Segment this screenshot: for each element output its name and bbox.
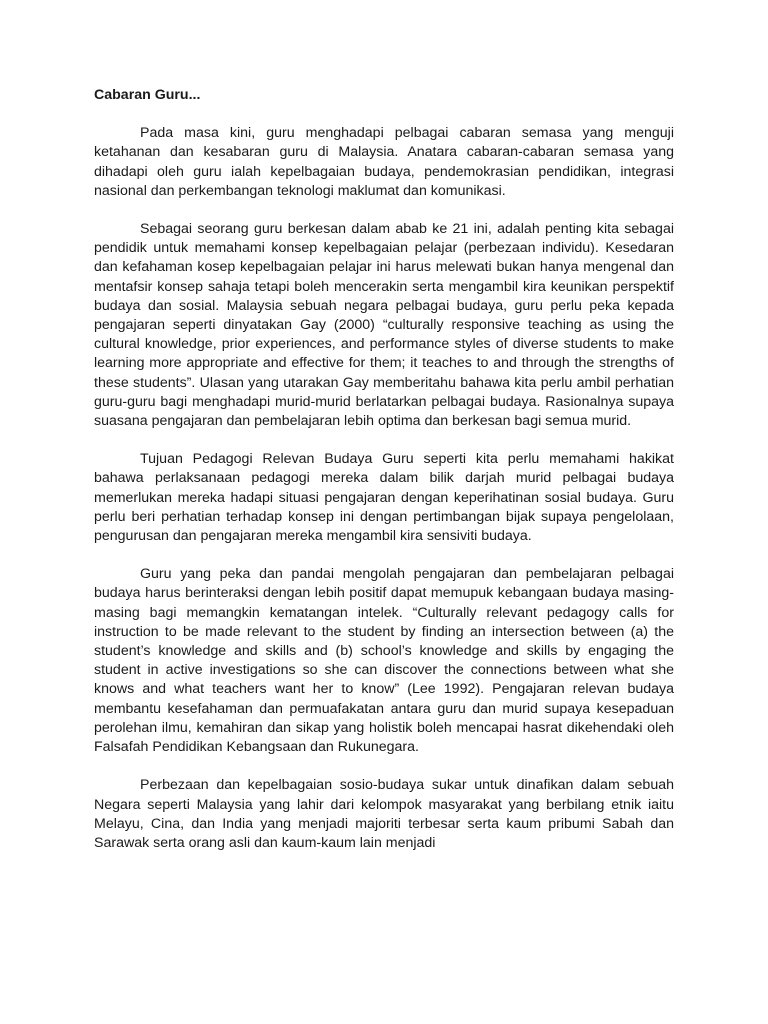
document-title: Cabaran Guru... — [94, 87, 201, 103]
paragraph-4: Guru yang peka dan pandai mengolah pengajaran dan pembelajaran pelbagai budaya harus berinteraksi dengan lebih positif dapat memupuk kebangaan budaya masing-masing bagi memangkin kematangan intelek. “Culturally relevant pedagogy calls for instruction to be made relevant to the student by finding an intersection between (a) the student’s knowledge and skills and (b) school’s knowledge and skills by engaging the student in active investigations so she can discover the connections between what she knows and what teachers want her to know” (Lee 1992). Pengajaran relevan budaya membantu kesefahaman dan permuafakatan antara guru dan murid supaya kesepaduan perolehan ilmu, kemahiran dan sikap yang holistik boleh mencapai hasrat dikehendaki oleh Falsafah Pendidikan Kebangsaan dan Rukunegara. — [94, 566, 674, 756]
paragraph-5: Perbezaan dan kepelbagaian sosio-budaya sukar untuk dinafikan dalam sebuah Negara seperti Malaysia yang lahir dari kelompok masyarakat yang berbilang etnik iaitu Melayu, Cina, dan India yang menjadi majoriti terbesar serta kaum pribumi Sabah dan Sarawak serta orang asli dan kaum-kaum lain menjadi — [94, 777, 674, 851]
document-page — [94, 86, 674, 872]
paragraph-3: Tujuan Pedagogi Relevan Budaya Guru seperti kita perlu memahami hakikat bahawa perlaksanaan pedagogi mereka dalam bilik darjah murid pelbagai budaya memerlukan mereka hadapi situasi pengajaran dengan keperihatinan sosial budaya. Guru perlu beri perhatian terhadap konsep ini dengan pertimbangan bijak supaya pengelolaan, pengurusan dan pengajaran mereka mengambil kira sensiviti budaya. — [94, 451, 674, 545]
paragraph-2: Sebagai seorang guru berkesan dalam abab ke 21 ini, adalah penting kita sebagai pendidik untuk memahami konsep kepelbagaian pelajar (perbezaan individu). Kesedaran dan kefahaman kosep kepelbagaian pelajar ini harus melewati bukan hanya mengenal dan mentafsir konsep sahaja tetapi boleh mencerakin serta mengambil kira keunikan perspektif budaya dan sosial. Malaysia sebuah negara pelbagai budaya, guru perlu peka kepada pengajaran seperti dinyatakan Gay (2000) “culturally responsive teaching as using the cultural knowledge, prior experiences, and performance styles of diverse students to make learning more appropriate and effective for them; it teaches to and through the strengths of these students”. Ulasan yang utarakan Gay memberitahu bahawa kita perlu ambil perhatian guru-guru bagi menghadapi murid-murid berlatarkan pelbagai budaya. Rasionalnya supaya suasana pengajaran dan pembelajaran lebih optima dan berkesan bagi semua murid. — [94, 221, 674, 430]
paragraph-1: Pada masa kini, guru menghadapi pelbagai cabaran semasa yang menguji ketahanan dan kesabaran guru di Malaysia. Anatara cabaran-cabaran semasa yang dihadapi oleh guru ialah kepelbagaian budaya, pendemokrasian pendidikan, integrasi nasional dan perkembangan teknologi maklumat dan komunikasi. — [94, 125, 674, 199]
